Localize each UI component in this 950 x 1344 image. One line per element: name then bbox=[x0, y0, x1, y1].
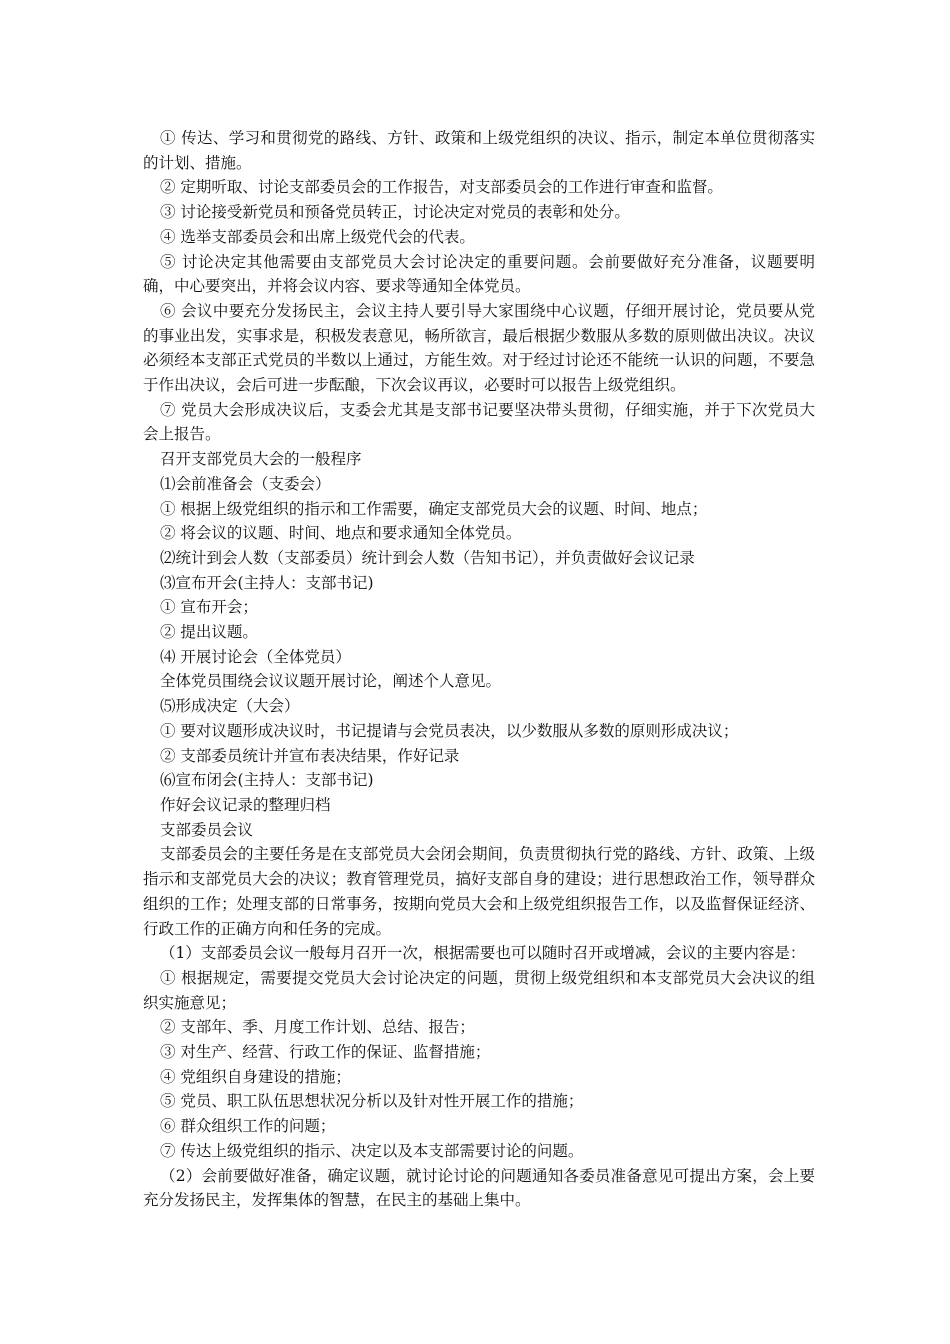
paragraph: ⑤ 党员、职工队伍思想状况分析以及针对性开展工作的措施； bbox=[160, 1092, 584, 1111]
paragraph: 支部委员会的主要任务是在支部党员大会闭会期间，负责贯彻执行党的路线、方针、政策、上级指示和支部党员大会的决议；教育管理党员，搞好支部自身的建设；进行思想政治工作，领导群众组织的工作；处理支部的日常事务，按期向党员大会和上级党组织报告工作，以及监督保证经济、行政工作的正确方向和任务的完成。 bbox=[143, 845, 815, 938]
paragraph: （1）支部委员会议一般每月召开一次，根据需要也可以随时召开或增减，会议的主要内容是： bbox=[160, 944, 806, 963]
paragraph: ⑤ 讨论决定其他需要由支部党员大会讨论决定的重要问题。会前要做好充分准备，议题要明确，中心要突出，并将会议内容、要求等通知全体党员。 bbox=[143, 252, 815, 296]
paragraph: ⑥ 群众组织工作的问题； bbox=[160, 1117, 336, 1136]
paragraph: ② 提出议题。 bbox=[160, 623, 258, 642]
paragraph: （2）会前要做好准备，确定议题，就讨论讨论的问题通知各委员准备意见可提出方案，会上要充分发扬民主，发挥集体的智慧，在民主的基础上集中。 bbox=[143, 1166, 815, 1210]
section-heading: 召开支部党员大会的一般程序 bbox=[160, 450, 362, 469]
paragraph: 作好会议记录的整理归档 bbox=[160, 795, 331, 814]
paragraph: ④ 党组织自身建设的措施； bbox=[160, 1067, 351, 1086]
paragraph: ① 传达、学习和贯彻党的路线、方针、政策和上级党组织的决议、指示，制定本单位贯彻落实的计划、措施。 bbox=[143, 129, 815, 172]
paragraph: ① 根据规定，需要提交党员大会讨论决定的问题，贯彻上级党组织和本支部党员大会决议的组织实施意见； bbox=[143, 968, 815, 1012]
section-heading: 支部委员会议 bbox=[160, 820, 254, 839]
paragraph: ⑦ 党员大会形成决议后，支委会尤其是支部书记要坚决带头贯彻，仔细实施，并于下次党员大会上报告。 bbox=[143, 400, 815, 444]
paragraph: 全体党员围绕会议议题开展讨论，阐述个人意见。 bbox=[160, 672, 502, 691]
paragraph: ② 支部年、季、月度工作计划、总结、报告； bbox=[160, 1018, 475, 1037]
paragraph: ⑵统计到会人数（支部委员）统计到会人数（告知书记），并负责做好会议记录 bbox=[160, 548, 695, 567]
paragraph: ⑦ 传达上级党组织的指示、决定以及本支部需要讨论的问题。 bbox=[160, 1141, 584, 1160]
paragraph: ⑷ 开展讨论会（全体党员） bbox=[160, 647, 351, 666]
paragraph: ⑶宣布开会(主持人：支部书记) bbox=[160, 573, 374, 592]
paragraph: ④ 选举支部委员会和出席上级党代会的代表。 bbox=[160, 227, 475, 246]
paragraph: ⑥ 会议中要充分发扬民主，会议主持人要引导大家围绕中心议题，仔细开展讨论，党员要从党的事业出发，实事求是，积极发表意见，畅所欲言，最后根据少数服从多数的原则做出决议。决议必须经本支部正式党员的半数以上通过，方能生效。对于经过讨论还不能统一认识的问题，不要急于作出决议，会后可进一步酝酿，下次会议再议，必要时可以报告上级党组织。 bbox=[143, 301, 815, 395]
paragraph: ② 将会议的议题、时间、地点和要求通知全体党员。 bbox=[160, 524, 522, 543]
paragraph: ⑴会前准备会（支委会） bbox=[160, 474, 331, 493]
paragraph: ⑸形成决定（大会） bbox=[160, 697, 300, 716]
paragraph: ① 宣布开会； bbox=[160, 598, 258, 617]
paragraph: ⑹宣布闭会(主持人：支部书记) bbox=[160, 771, 374, 790]
paragraph: ② 定期听取、讨论支部委员会的工作报告，对支部委员会的工作进行审查和监督。 bbox=[160, 178, 723, 197]
document-body bbox=[143, 126, 815, 1213]
paragraph: ① 根据上级党组织的指示和工作需要，确定支部党员大会的议题、时间、地点； bbox=[160, 499, 708, 518]
paragraph: ① 要对议题形成决议时，书记提请与会党员表决，以少数服从多数的原则形成决议； bbox=[160, 721, 739, 740]
paragraph: ③ 对生产、经营、行政工作的保证、监督措施； bbox=[160, 1043, 491, 1062]
paragraph: ② 支部委员统计并宣布表决结果，作好记录 bbox=[160, 746, 460, 765]
paragraph: ③ 讨论接受新党员和预备党员转正，讨论决定对党员的表彰和处分。 bbox=[160, 203, 630, 222]
